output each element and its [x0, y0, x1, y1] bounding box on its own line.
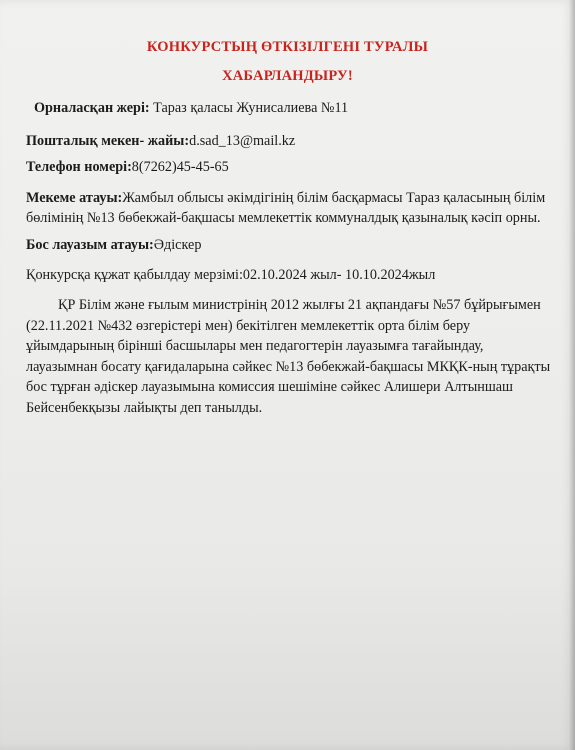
field-position [26, 235, 561, 255]
field-postal [26, 131, 561, 151]
field-location-label: Орналасқан жері: [34, 100, 150, 116]
field-postal-value: d.sad_13@mail.kz [189, 133, 296, 149]
field-position-value: Әдіскер [153, 237, 202, 253]
field-organization [26, 188, 561, 228]
field-postal-label: Пошталық мекен- жайы: [26, 133, 190, 149]
heading-line-2: ХАБАРЛАНДЫРУ! [222, 68, 353, 84]
field-position-label: Бос лауазым атауы: [26, 237, 154, 253]
field-phone-value: 8(7262)45-45-65 [131, 159, 229, 175]
field-organization-value-line-2: бөлімінің №13 бөбекжай-бақшасы мемлекеттік коммуналдық қазыналық кәсіп орны. [26, 210, 541, 226]
paragraph-line: (22.11.2021 №432 өзгерістері мен) бекітілген мемлекеттік орта білім беру [26, 317, 471, 334]
field-location-value: Тараз қаласы Жунисалиева №11 [149, 100, 349, 116]
paragraph-line: ұйымдарының бірінші басшылары мен педагогтерін лауазымға тағайындау, [26, 338, 484, 354]
decision-paragraph [26, 295, 554, 418]
paragraph-line: бос тұрған әдіскер лауазымына комиссия шешіміне сәйкес Алишери Алтыншаш [26, 379, 513, 395]
heading-line-1: КОНКУРСТЫҢ ӨТКІЗІЛГЕНІ ТУРАЛЫ [146, 39, 429, 55]
paper-edge-shadow [569, 0, 575, 750]
field-location [34, 98, 569, 118]
field-application-period: Қонкурсқа құжат қабылдау мерзімі:02.10.2024 жыл- 10.10.2024жыл [26, 267, 436, 283]
paragraph-line: ҚР Білім және ғылым министрінің 2012 жылғы 21 ақпандағы №57 бұйрығымен [58, 297, 541, 313]
paragraph-line: Бейсенбекқызы лайықты деп танылды. [26, 399, 263, 416]
field-organization-value-line-1: Жамбыл облысы әкімдігінің білім басқармасы Тараз қаласының білім [122, 190, 546, 206]
paragraph-line: лауазымнан босату қағидаларына сәйкес №13 бөбекжай-бақшасы МКҚК-ның тұрақты [26, 358, 551, 375]
field-phone-label: Телефон номері: [26, 159, 132, 175]
field-organization-label: Мекеме атауы: [26, 190, 123, 206]
field-phone [26, 157, 561, 177]
